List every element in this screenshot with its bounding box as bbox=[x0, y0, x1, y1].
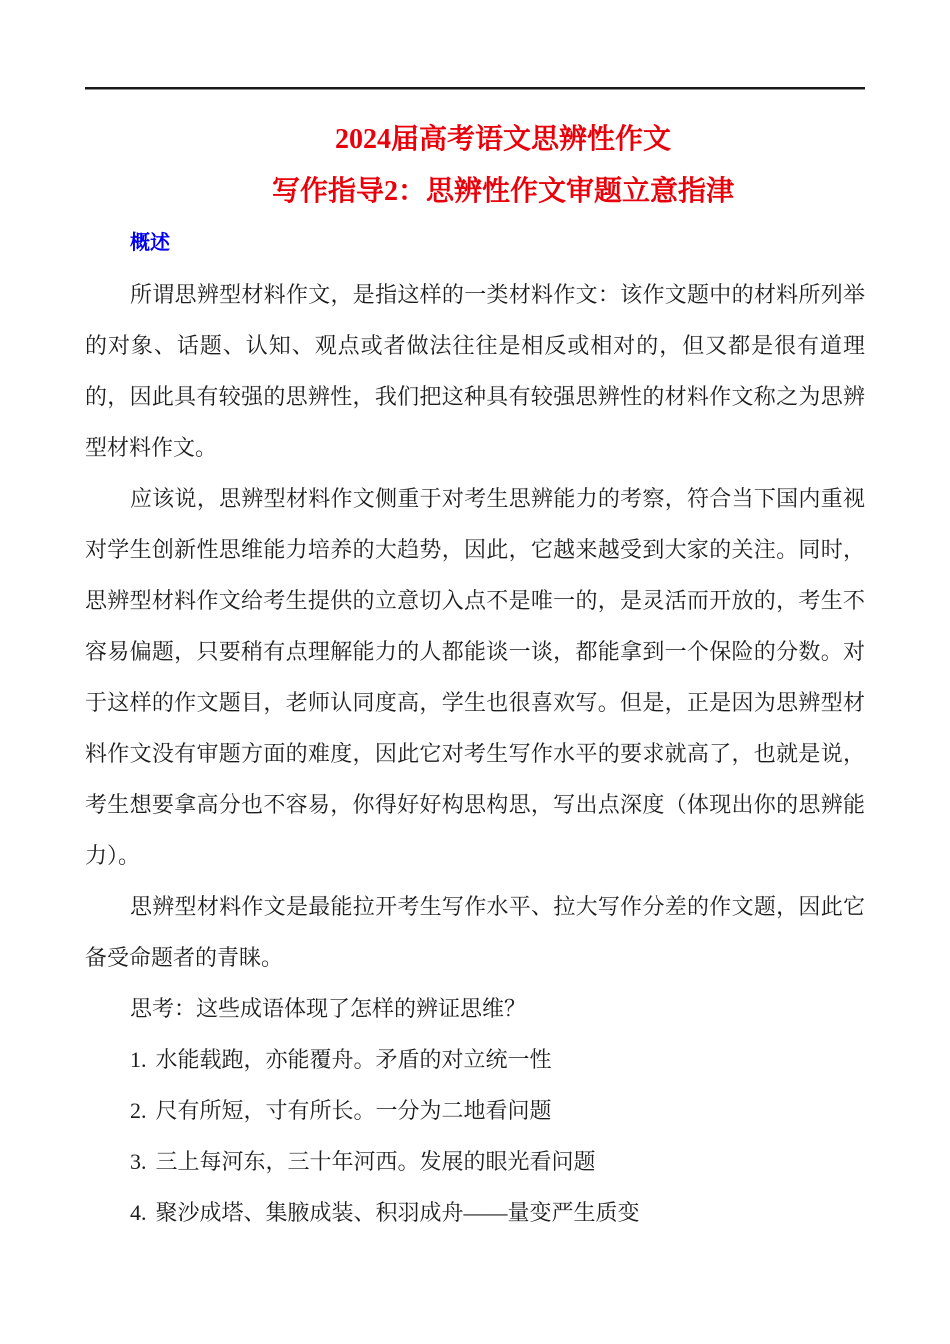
idiom-item-text: 聚沙成塔、集腋成装、积羽成舟——量变严生质变 bbox=[155, 1200, 640, 1225]
idiom-item-text: 水能载跑，亦能覆舟。矛盾的对立统一性 bbox=[155, 1047, 552, 1072]
idiom-item-number: 2. bbox=[130, 1098, 147, 1123]
section-heading-overview: 概述 bbox=[130, 232, 170, 254]
question-paragraph: 思考：这些成语体现了怎样的辨证思维？ bbox=[130, 996, 527, 1021]
idiom-item-number: 3. bbox=[130, 1149, 147, 1174]
paragraph: 思辨型材料作文是最能拉开考生写作水平、拉大写作分差的作文题，因此它备受命题者的青睐。 bbox=[85, 894, 865, 970]
document-title-line-1: 2024届高考语文思辨性作文 bbox=[334, 124, 671, 155]
body-paragraphs bbox=[0, 269, 950, 1034]
idiom-item-number: 4. bbox=[130, 1200, 147, 1225]
idiom-item-text: 三上每河东，三十年河西。发展的眼光看问题 bbox=[155, 1149, 596, 1174]
document-title-line-2: 写作指导2：思辨性作文审题立意指津 bbox=[271, 176, 734, 207]
idiom-item-number: 1. bbox=[130, 1047, 147, 1072]
idiom-list-item bbox=[85, 1085, 865, 1136]
title-block bbox=[0, 114, 950, 218]
paragraph: 应该说，思辨型材料作文侧重于对考生思辨能力的考察，符合当下国内重视对学生创新性思维能力培养的大趋势，因此，它越来越受到大家的关注。同时，思辨型材料作文给考生提供的立意切入点不是唯一的，是灵活而开放的，考生不容易偏题，只要稍有点理解能力的人都能谈一谈，都能拿到一个保险的分数。对于这样的作文题目，老师认同度高，学生也很喜欢写。但是，正是因为思辨型材料作文没有审题方面的难度，因此它对考生写作水平的要求就高了，也就是说，考生想要拿高分也不容易，你得好好构思构思，写出点深度（体现出你的思辨能力）。 bbox=[85, 486, 865, 868]
header-rule bbox=[85, 87, 865, 90]
idiom-item-text: 尺有所短，寸有所长。一分为二地看问题 bbox=[155, 1098, 552, 1123]
paragraph: 所谓思辨型材料作文，是指这样的一类材料作文：该作文题中的材料所列举的对象、话题、认知、观点或者做法往往是相反或相对的，但又都是很有道理的，因此具有较强的思辨性，我们把这种具有较强思辨性的材料作文称之为思辨型材料作文。 bbox=[85, 282, 865, 460]
idiom-list-item bbox=[85, 1187, 865, 1238]
idiom-list-item bbox=[85, 1136, 865, 1187]
idiom-list-item bbox=[85, 1034, 865, 1085]
idiom-list bbox=[0, 1034, 950, 1238]
